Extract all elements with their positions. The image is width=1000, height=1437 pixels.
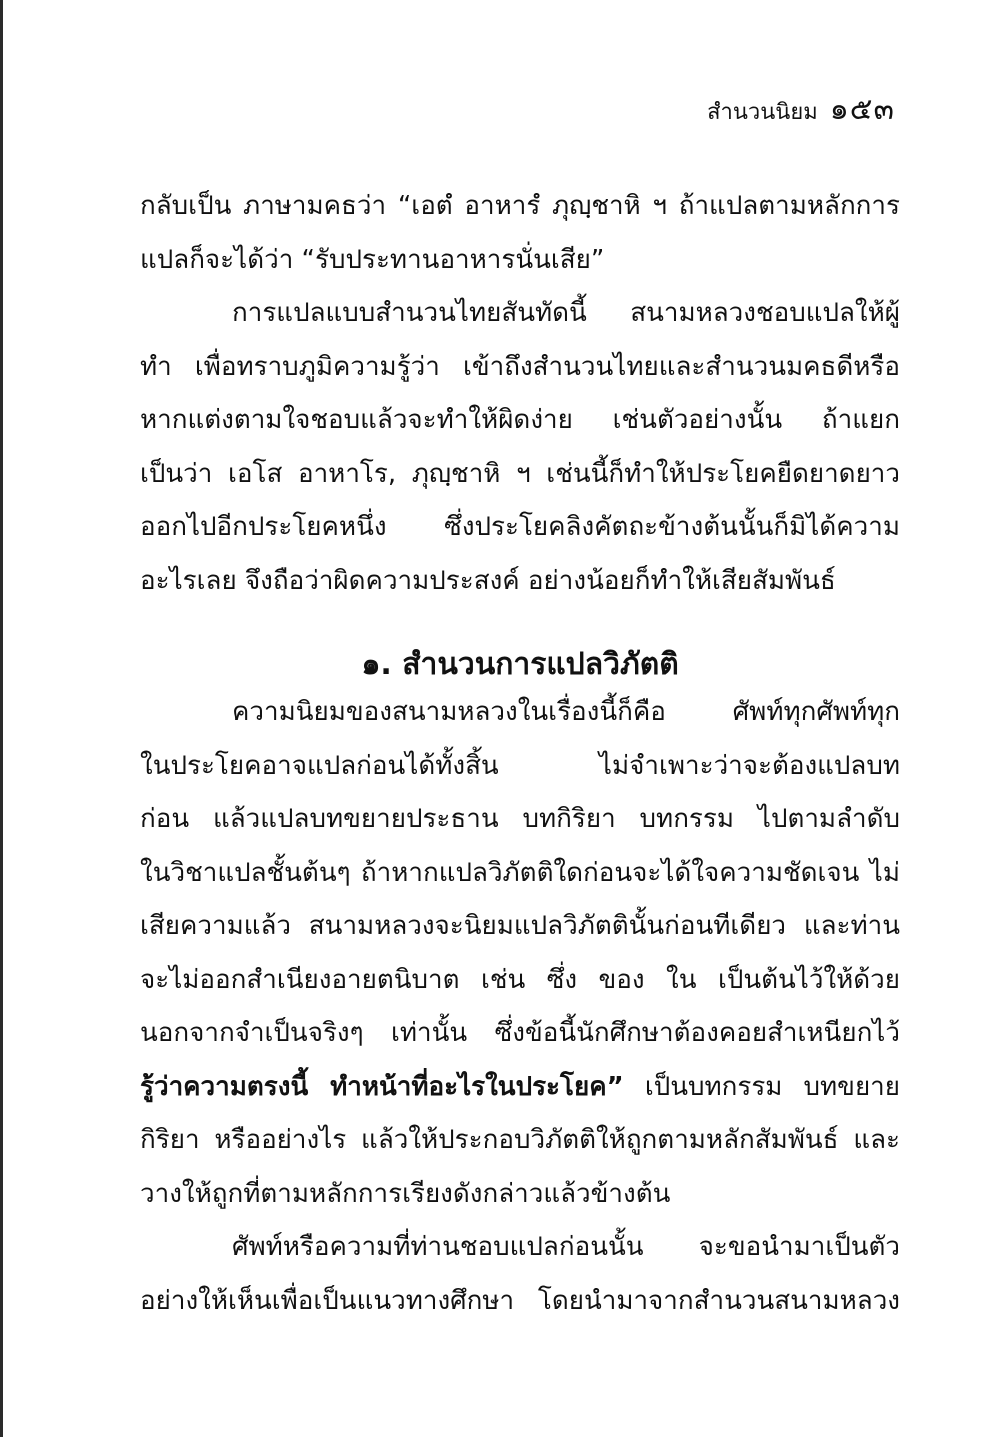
paragraph-2-line: ทำ เพื่อทราบภูมิความรู้ว่า เข้าถึงสำนวนไทยและสำนวนมคธดีหรือ — [140, 351, 900, 382]
running-title: สำนวนนิยม — [707, 100, 818, 125]
paragraph-3-line: จะไม่ออกสำเนียงอายตนิบาต เช่น ซึ่ง ของ ใน เป็นต้นไว้ให้ด้วย — [140, 964, 900, 995]
paragraph-3-line: ในวิชาแปลชั้นต้นๆ ถ้าหากแปลวิภัตติใดก่อนจะได้ใจความชัดเจน ไม่ — [140, 857, 900, 888]
paragraph-2-line: ออกไปอีกประโยคหนึ่ง ซึ่งประโยคลิงคัตถะข้างต้นนั้นก็มิได้ความ — [140, 512, 900, 542]
paragraph-4-line: ศัพท์หรือความที่ท่านชอบแปลก่อนนั้น จะขอนำมาเป็นตัว — [232, 1232, 900, 1262]
running-head — [707, 86, 895, 133]
paragraph-3-line-mixed — [140, 1061, 900, 1115]
paragraph-2-line: อะไรเลย จึงถือว่าผิดความประสงค์ อย่างน้อยก็ทำให้เสียสัมพันธ์ — [140, 565, 836, 596]
body-text-bottom — [140, 686, 900, 1328]
paragraph-3-line: ความนิยมของสนามหลวงในเรื่องนี้ก็คือ ศัพท์ทุกศัพท์ทุก — [232, 697, 900, 727]
paragraph-1-line: แปลก็จะได้ว่า “รับประทานอาหารนั่นเสีย” — [140, 244, 605, 275]
section-heading: ๑. สำนวนการแปลวิภัตติ — [361, 647, 679, 682]
paragraph-3-line: ในประโยคอาจแปลก่อนได้ทั้งสิ้น ไม่จำเพาะว่าจะต้องแปลบท — [140, 750, 900, 781]
paragraph-3-line-mixed — [140, 1007, 900, 1061]
paragraph-3-line-7-text: นอกจากจำเป็นจริงๆ เท่านั้น ซึ่งข้อนี้นักศึกษาต้องคอยสำเหนียกไว้ — [140, 1018, 900, 1048]
paragraph-3-line: วางให้ถูกที่ตามหลักการเรียงดังกล่าวแล้วข้างต้น — [140, 1178, 671, 1209]
paragraph-3-line-8-text: เป็นบทกรรม บทขยาย — [644, 1071, 900, 1102]
paragraph-2-line: การแปลแบบสำนวนไทยสันทัดนี้ สนามหลวงชอบแปลให้ผู้ — [232, 298, 900, 328]
paragraph-2-line: หากแต่งตามใจชอบแล้วจะทำให้ผิดง่าย เช่นตัวอย่างนั้น ถ้าแยก — [140, 405, 900, 435]
body-text-top — [140, 180, 900, 608]
paragraph-3-line: ก่อน แล้วแปลบทขยายประธาน บทกิริยา บทกรรม ไปตามลำดับ — [140, 804, 900, 834]
emphasis-quote-end: รู้ว่าความตรงนี้ ทำหน้าที่อะไรในประโยค” — [140, 1071, 624, 1102]
page-number: ๑๕๓ — [829, 92, 895, 127]
paragraph-2-line: เป็นว่า เอโส อาหาโร, ภุญฺชาหิ ฯ เช่นนี้ก็ทำให้ประโยคยืดยาดยาว — [140, 458, 900, 489]
paragraph-3-line: เสียความแล้ว สนามหลวงจะนิยมแปลวิภัตตินั้นก่อนทีเดียว และท่าน — [140, 911, 900, 941]
paragraph-4-line: อย่างให้เห็นเพื่อเป็นแนวทางศึกษา โดยนำมาจากสำนวนสนามหลวง — [140, 1285, 900, 1316]
paragraph-3-line: กิริยา หรืออย่างไร แล้วให้ประกอบวิภัตติให้ถูกตามหลักสัมพันธ์ และ — [140, 1125, 900, 1155]
paragraph-1-line: กลับเป็น ภาษามคธว่า “เอตํ อาหารํ ภุญฺชาหิ ฯ ถ้าแปลตามหลักการ — [140, 191, 900, 221]
